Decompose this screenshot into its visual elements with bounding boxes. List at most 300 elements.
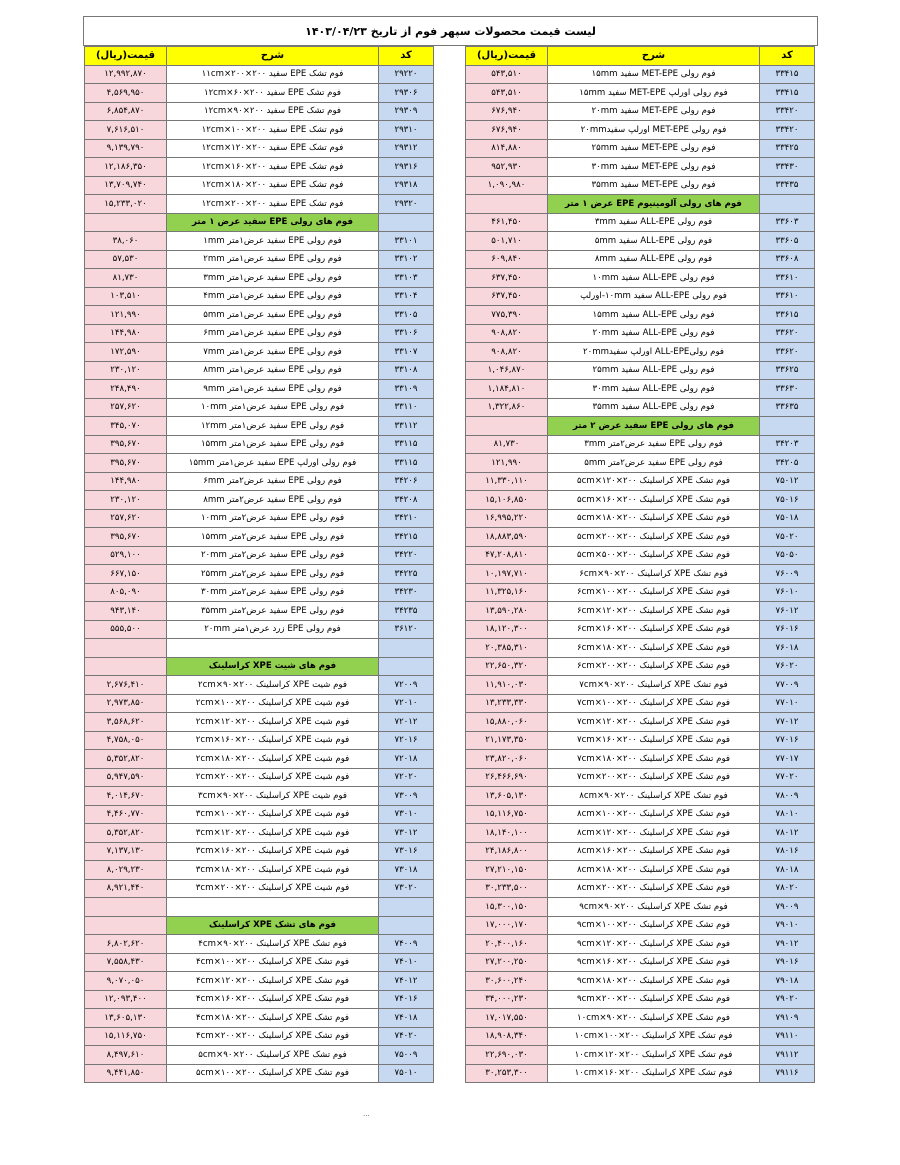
- product-row: [85, 731, 434, 750]
- section-title: فوم های رولی EPE سفید عرض ۲ متر: [548, 417, 760, 436]
- product-row: [466, 343, 815, 362]
- product-row: [466, 602, 815, 621]
- description-column-header: شرح: [167, 47, 379, 66]
- description-cell: فوم رولی ALL-EPE سفید ۱۰mm: [548, 269, 760, 288]
- section-header-row: [466, 195, 815, 214]
- code-cell: ۷۴۰۲۰: [379, 1027, 434, 1046]
- left-table-body: [85, 65, 434, 1083]
- product-row: [466, 1009, 815, 1028]
- product-row: [466, 176, 815, 195]
- description-cell: فوم رولی MET-EPE سفید ۱۵mm: [548, 65, 760, 84]
- description-cell: فوم تشک XPE کراسلینک ۲۰۰×۱۲۰×۸cm: [548, 824, 760, 843]
- code-cell: ۷۹۱۱۰: [760, 1027, 815, 1046]
- price-cell: ۵۰۱,۷۱۰: [466, 232, 548, 251]
- product-row: [466, 842, 815, 861]
- product-row: [85, 306, 434, 325]
- description-cell: فوم رولی ALL-EPE سفید ۵mm: [548, 232, 760, 251]
- price-cell: ۱۴۴,۹۸۰: [85, 324, 167, 343]
- description-cell: فوم تشک XPE کراسلینک ۲۰۰×۱۰۰×۷cm: [548, 694, 760, 713]
- price-list-sheet: [83, 16, 818, 1148]
- code-cell: ۷۸۰۱۸: [760, 861, 815, 880]
- code-cell: ۳۳۴۲۰: [760, 121, 815, 140]
- product-row: [466, 768, 815, 787]
- description-cell: فوم رولی ALL-EPE سفید ۲۰mm: [548, 324, 760, 343]
- description-cell: فوم رولی اورلپ EPE سفید عرض۱متر ۱۵mm: [167, 454, 379, 473]
- description-cell: فوم تشک XPE کراسلینک ۲۰۰×۱۸۰×۴cm: [167, 1009, 379, 1028]
- price-cell: ۱۷,۰۱۷,۵۵۰: [466, 1009, 548, 1028]
- product-row: [85, 509, 434, 528]
- description-cell: فوم تشک XPE کراسلینک ۲۰۰×۲۰۰×۸cm: [548, 879, 760, 898]
- description-cell: فوم رولی EPE سفید عرض۱متر ۹mm: [167, 380, 379, 399]
- empty-code-cell: [379, 213, 434, 232]
- product-row: [85, 472, 434, 491]
- product-row: [85, 602, 434, 621]
- product-row: [85, 65, 434, 84]
- code-cell: ۳۴۲۱۰: [379, 509, 434, 528]
- price-cell: ۳۰,۶۰۰,۲۴۰: [466, 972, 548, 991]
- code-cell: ۳۴۲۰۵: [760, 454, 815, 473]
- price-cell: ۲,۶۷۶,۴۱۰: [85, 676, 167, 695]
- section-header-row: [85, 657, 434, 676]
- product-row: [85, 879, 434, 898]
- product-row: [85, 1046, 434, 1065]
- description-cell: فوم تشک EPE سفید ۲۰۰×۲۰۰×۱۱cm: [167, 65, 379, 84]
- price-cell: ۱۰۳,۵۱۰: [85, 287, 167, 306]
- code-cell: ۷۸۰۲۰: [760, 879, 815, 898]
- product-row: [85, 139, 434, 158]
- product-row: [466, 158, 815, 177]
- description-cell: فوم تشک EPE سفید ۲۰۰×۹۰×۱۲cm: [167, 102, 379, 121]
- product-row: [466, 435, 815, 454]
- product-row: [466, 694, 815, 713]
- left-price-table: [84, 46, 434, 1083]
- product-row: [466, 824, 815, 843]
- code-cell: ۳۳۱۱۰: [379, 398, 434, 417]
- description-cell: فوم رولی EPE سفید عرض۱متر ۶mm: [167, 324, 379, 343]
- price-cell: ۱۲۱,۹۹۰: [466, 454, 548, 473]
- product-row: [466, 750, 815, 769]
- price-cell: ۵۲۹,۱۰۰: [85, 546, 167, 565]
- price-cell: ۱۳,۶۰۵,۱۳۰: [85, 1009, 167, 1028]
- price-cell: ۱۲,۰۹۳,۴۰۰: [85, 990, 167, 1009]
- price-cell: ۵,۹۴۷,۵۹۰: [85, 768, 167, 787]
- description-cell: فوم تشک XPE کراسلینک ۲۰۰×۱۶۰×۴cm: [167, 990, 379, 1009]
- section-title: فوم های تشک XPE کراسلینک: [167, 916, 379, 935]
- code-column-header: کد: [379, 47, 434, 66]
- description-cell: فوم رولی ALL-EPE سفید ۳۵mm: [548, 398, 760, 417]
- code-cell: ۷۴۰۱۶: [379, 990, 434, 1009]
- price-cell: ۱۸,۸۸۳,۵۹۰: [466, 528, 548, 547]
- description-cell: فوم رولی ALL-EPE سفید ۳mm: [548, 213, 760, 232]
- product-row: [85, 435, 434, 454]
- code-cell: ۷۳۰۱۸: [379, 861, 434, 880]
- product-row: [466, 398, 815, 417]
- empty-code-cell: [760, 417, 815, 436]
- description-cell: فوم رولی ALL-EPE سفید ۱۵mm: [548, 306, 760, 325]
- code-cell: ۷۶۰۰۹: [760, 565, 815, 584]
- description-cell: فوم تشک XPE کراسلینک ۲۰۰×۱۶۰×۶cm: [548, 620, 760, 639]
- description-cell: فوم تشک XPE کراسلینک ۲۰۰×۲۰۰×۶cm: [548, 657, 760, 676]
- description-cell: فوم تشک XPE کراسلینک ۲۰۰×۱۶۰×۸cm: [548, 842, 760, 861]
- description-cell: فوم تشک XPE کراسلینک ۲۰۰×۱۰۰×۱۰cm: [548, 1027, 760, 1046]
- code-cell: ۷۴۰۰۹: [379, 935, 434, 954]
- price-cell: ۱,۱۸۴,۸۱۰: [466, 380, 548, 399]
- description-cell: فوم رولی EPE سفید عرض۱متر ۳mm: [167, 269, 379, 288]
- price-cell: ۴,۰۱۴,۶۷۰: [85, 787, 167, 806]
- product-row: [85, 417, 434, 436]
- price-cell: ۲۰,۳۸۵,۳۱۰: [466, 639, 548, 658]
- section-header-row: [85, 916, 434, 935]
- code-cell: ۳۳۱۱۲: [379, 417, 434, 436]
- description-cell: فوم تشک XPE کراسلینک ۲۰۰×۱۰۰×۴cm: [167, 953, 379, 972]
- product-row: [85, 250, 434, 269]
- price-cell: ۳۰,۲۳۳,۵۰۰: [466, 879, 548, 898]
- price-cell: ۵,۳۵۲,۸۲۰: [85, 824, 167, 843]
- product-row: [466, 65, 815, 84]
- price-cell: ۴۷,۲۰۸,۸۱۰: [466, 546, 548, 565]
- product-row: [466, 361, 815, 380]
- price-cell: ۱۸,۱۲۰,۳۰۰: [466, 620, 548, 639]
- code-cell: ۲۹۳۲۰: [379, 195, 434, 214]
- product-row: [85, 805, 434, 824]
- code-cell: ۷۵۰۱۲: [760, 472, 815, 491]
- code-cell: ۳۳۶۰۳: [760, 213, 815, 232]
- code-cell: ۷۴۰۱۲: [379, 972, 434, 991]
- product-row: [466, 953, 815, 972]
- code-cell: ۳۴۲۲۰: [379, 546, 434, 565]
- page-footnote: ...: [363, 1110, 370, 1118]
- description-cell: فوم تشک XPE کراسلینک ۲۰۰×۲۰۰×۹cm: [548, 990, 760, 1009]
- code-cell: ۷۲۰۱۰: [379, 694, 434, 713]
- product-row: [85, 787, 434, 806]
- product-row: [85, 454, 434, 473]
- price-cell: ۱۰,۱۹۷,۷۱۰: [466, 565, 548, 584]
- price-cell: ۶۳۷,۴۵۰: [466, 287, 548, 306]
- description-cell: فوم تشک XPE کراسلینک ۲۰۰×۱۸۰×۹cm: [548, 972, 760, 991]
- price-cell: ۲۵۷,۶۲۰: [85, 509, 167, 528]
- product-row: [85, 546, 434, 565]
- empty-price-cell: [85, 213, 167, 232]
- price-cell: ۳۴۵,۰۷۰: [85, 417, 167, 436]
- price-cell: ۲۰,۴۰۰,۱۶۰: [466, 935, 548, 954]
- price-column-header: قیمت(ریال): [466, 47, 548, 66]
- code-cell: ۷۲۰۱۶: [379, 731, 434, 750]
- code-cell: ۷۳۰۱۶: [379, 842, 434, 861]
- code-cell: ۳۴۲۳۵: [379, 602, 434, 621]
- description-cell: فوم تشک EPE سفید ۲۰۰×۱۰۰×۱۲cm: [167, 121, 379, 140]
- description-cell: فوم تشک XPE کراسلینک ۲۰۰×۱۸۰×۵cm: [548, 509, 760, 528]
- code-cell: ۳۳۶۰۸: [760, 250, 815, 269]
- product-row: [85, 824, 434, 843]
- code-cell: ۷۲۰۱۸: [379, 750, 434, 769]
- description-cell: فوم تشک XPE کراسلینک ۲۰۰×۱۶۰×۹cm: [548, 953, 760, 972]
- page-title: لیست قیمت محصولات سپهر فوم از تاریخ ۱۴۰۳/۰۴/۲۳: [83, 16, 818, 46]
- section-header-row: [466, 417, 815, 436]
- description-cell: فوم تشک XPE کراسلینک ۲۰۰×۱۰۰×۹cm: [548, 916, 760, 935]
- code-cell: ۷۷۰۰۹: [760, 676, 815, 695]
- product-row: [466, 972, 815, 991]
- price-cell: ۱۷,۰۰۰,۱۷۰: [466, 916, 548, 935]
- code-cell: ۳۳۴۱۵: [760, 84, 815, 103]
- product-row: [466, 731, 815, 750]
- product-row: [466, 102, 815, 121]
- code-cell: ۳۳۱۱۵: [379, 454, 434, 473]
- empty-cell: [167, 639, 379, 658]
- price-cell: ۲۱,۱۷۳,۳۵۰: [466, 731, 548, 750]
- price-cell: ۸,۴۹۷,۶۱۰: [85, 1046, 167, 1065]
- code-cell: ۳۳۱۰۹: [379, 380, 434, 399]
- code-cell: ۲۹۳۱۶: [379, 158, 434, 177]
- empty-row: [85, 639, 434, 658]
- price-cell: ۳۰,۲۵۳,۳۰۰: [466, 1064, 548, 1083]
- description-cell: فوم تشک XPE کراسلینک ۲۰۰×۱۶۰×۱۰cm: [548, 1064, 760, 1083]
- description-cell: فوم تشک XPE کراسلینک ۲۰۰×۹۰×۱۰cm: [548, 1009, 760, 1028]
- price-cell: ۱۷۲,۵۹۰: [85, 343, 167, 362]
- description-cell: فوم تشک EPE سفید ۲۰۰×۱۸۰×۱۲cm: [167, 176, 379, 195]
- description-cell: فوم رولی EPE سفید عرض۱متر ۴mm: [167, 287, 379, 306]
- left-table-header-row: [85, 47, 434, 66]
- price-cell: ۳۸,۰۶۰: [85, 232, 167, 251]
- description-cell: فوم رولی EPE سفید عرض۱متر ۱۵mm: [167, 435, 379, 454]
- product-row: [466, 380, 815, 399]
- code-cell: ۷۴۰۱۸: [379, 1009, 434, 1028]
- code-cell: ۷۹۱۰۹: [760, 1009, 815, 1028]
- description-cell: فوم تشک XPE کراسلینک ۲۰۰×۱۲۰×۱۰cm: [548, 1046, 760, 1065]
- product-row: [466, 250, 815, 269]
- product-row: [466, 454, 815, 473]
- price-cell: ۵۴۳,۵۱۰: [466, 65, 548, 84]
- price-cell: ۹۰۸,۸۲۰: [466, 324, 548, 343]
- product-row: [466, 287, 815, 306]
- code-cell: ۳۴۲۰۳: [760, 435, 815, 454]
- product-row: [85, 620, 434, 639]
- price-cell: ۶۰۹,۸۴۰: [466, 250, 548, 269]
- code-cell: ۳۳۶۲۰: [760, 324, 815, 343]
- product-row: [466, 787, 815, 806]
- empty-code-cell: [379, 916, 434, 935]
- code-cell: ۷۶۰۱۸: [760, 639, 815, 658]
- code-cell: ۷۸۰۱۲: [760, 824, 815, 843]
- code-cell: ۷۳۰۱۰: [379, 805, 434, 824]
- product-row: [85, 972, 434, 991]
- description-cell: فوم رولی EPE سفید عرض۲متر ۶mm: [167, 472, 379, 491]
- description-cell: فوم تشک EPE سفید ۲۰۰×۱۲۰×۱۲cm: [167, 139, 379, 158]
- product-row: [466, 657, 815, 676]
- description-cell: فوم تشک XPE کراسلینک ۲۰۰×۲۰۰×۵cm: [548, 528, 760, 547]
- description-cell: فوم رولیALL-EPE اورلپ سفید۲۰mm: [548, 343, 760, 362]
- code-cell: ۷۲۰۲۰: [379, 768, 434, 787]
- description-cell: فوم شیت XPE کراسلینک ۲۰۰×۱۰۰×۳cm: [167, 805, 379, 824]
- price-cell: ۹۵۲,۹۳۰: [466, 158, 548, 177]
- description-cell: فوم شیت XPE کراسلینک ۲۰۰×۹۰×۲cm: [167, 676, 379, 695]
- empty-cell: [167, 898, 379, 917]
- code-cell: ۲۹۳۱۸: [379, 176, 434, 195]
- description-cell: فوم تشک XPE کراسلینک ۲۰۰×۹۰×۵cm: [167, 1046, 379, 1065]
- product-row: [466, 121, 815, 140]
- product-row: [466, 565, 815, 584]
- price-cell: ۹,۰۷۰,۰۵۰: [85, 972, 167, 991]
- price-cell: ۳۹۵,۶۷۰: [85, 435, 167, 454]
- product-row: [466, 139, 815, 158]
- description-cell: فوم رولی ALL-EPE سفید ۸mm: [548, 250, 760, 269]
- price-cell: ۱۲,۱۸۶,۳۵۰: [85, 158, 167, 177]
- code-cell: ۷۷۰۱۲: [760, 713, 815, 732]
- product-row: [85, 861, 434, 880]
- price-column-header: قیمت(ریال): [85, 47, 167, 66]
- description-cell: فوم تشک XPE کراسلینک ۲۰۰×۱۸۰×۸cm: [548, 861, 760, 880]
- price-cell: ۴,۵۶۹,۹۵۰: [85, 84, 167, 103]
- product-row: [466, 1046, 815, 1065]
- price-cell: ۸۱,۷۳۰: [85, 269, 167, 288]
- empty-code-cell: [379, 657, 434, 676]
- price-cell: ۶۷۶,۹۴۰: [466, 102, 548, 121]
- code-cell: ۲۹۳۰۹: [379, 102, 434, 121]
- description-cell: فوم تشک XPE کراسلینک ۲۰۰×۹۰×۹cm: [548, 898, 760, 917]
- section-title: فوم های رولی EPE سفید عرض ۱ متر: [167, 213, 379, 232]
- code-cell: ۲۹۲۲۰: [379, 65, 434, 84]
- code-cell: ۷۶۰۲۰: [760, 657, 815, 676]
- product-row: [85, 768, 434, 787]
- code-cell: ۷۵۰۲۰: [760, 528, 815, 547]
- product-row: [85, 676, 434, 695]
- price-cell: ۲۳۰,۱۲۰: [85, 361, 167, 380]
- price-cell: ۱۵,۱۱۶,۷۵۰: [85, 1027, 167, 1046]
- code-cell: ۷۷۰۲۰: [760, 768, 815, 787]
- product-row: [85, 269, 434, 288]
- price-cell: ۶۷۶,۹۴۰: [466, 121, 548, 140]
- product-row: [85, 380, 434, 399]
- product-row: [85, 102, 434, 121]
- product-row: [85, 324, 434, 343]
- price-cell: ۶,۸۰۲,۶۲۰: [85, 935, 167, 954]
- description-cell: فوم رولی EPE سفید عرض۲متر ۳mm: [548, 435, 760, 454]
- price-cell: ۵۷,۵۳۰: [85, 250, 167, 269]
- section-title: فوم های شیت XPE کراسلینک: [167, 657, 379, 676]
- product-row: [466, 213, 815, 232]
- code-cell: ۷۹۰۱۲: [760, 935, 815, 954]
- price-cell: ۱۸,۹۰۸,۳۴۰: [466, 1027, 548, 1046]
- right-price-table: [465, 46, 815, 1083]
- code-cell: ۳۳۱۰۱: [379, 232, 434, 251]
- price-cell: ۷۷۵,۳۹۰: [466, 306, 548, 325]
- code-cell: ۷۸۰۱۶: [760, 842, 815, 861]
- product-row: [466, 1064, 815, 1083]
- product-row: [85, 195, 434, 214]
- code-cell: ۷۶۰۱۰: [760, 583, 815, 602]
- description-cell: فوم رولی ALL-EPE سفید ۳۰mm: [548, 380, 760, 399]
- price-cell: ۱۵,۸۸۰,۰۶۰: [466, 713, 548, 732]
- price-cell: ۵۵۵,۵۰۰: [85, 620, 167, 639]
- price-cell: ۱۳,۶۰۵,۱۳۰: [466, 787, 548, 806]
- price-cell: ۲۳۰,۱۲۰: [85, 491, 167, 510]
- price-cell: ۱۳,۷۰۹,۷۴۰: [85, 176, 167, 195]
- description-cell: فوم تشک XPE کراسلینک ۲۰۰×۱۸۰×۶cm: [548, 639, 760, 658]
- product-row: [466, 713, 815, 732]
- code-cell: ۳۳۶۲۰: [760, 343, 815, 362]
- description-cell: فوم تشک EPE سفید ۲۰۰×۶۰×۱۲cm: [167, 84, 379, 103]
- price-cell: ۲۵۷,۶۲۰: [85, 398, 167, 417]
- price-cell: ۱,۰۹۰,۹۸۰: [466, 176, 548, 195]
- price-cell: ۱,۳۲۲,۸۶۰: [466, 398, 548, 417]
- price-cell: ۱۵,۲۳۳,۰۲۰: [85, 195, 167, 214]
- product-row: [85, 565, 434, 584]
- price-cell: ۸,۹۲۱,۴۴۰: [85, 879, 167, 898]
- code-cell: ۳۳۴۳۰: [760, 158, 815, 177]
- code-cell: ۷۵۰۱۸: [760, 509, 815, 528]
- product-row: [466, 990, 815, 1009]
- price-cell: ۱۳,۲۳۳,۳۳۰: [466, 694, 548, 713]
- right-table-body: [466, 65, 815, 1083]
- price-cell: ۹,۱۳۹,۷۹۰: [85, 139, 167, 158]
- description-cell: فوم تشک XPE کراسلینک ۲۰۰×۱۶۰×۷cm: [548, 731, 760, 750]
- code-cell: ۷۶۰۱۶: [760, 620, 815, 639]
- code-cell: ۷۶۰۱۲: [760, 602, 815, 621]
- description-cell: فوم رولی EPE سفید عرض۲متر ۸mm: [167, 491, 379, 510]
- product-row: [466, 935, 815, 954]
- description-cell: فوم شیت XPE کراسلینک ۲۰۰×۲۰۰×۳cm: [167, 879, 379, 898]
- product-row: [85, 121, 434, 140]
- price-cell: ۲۲,۶۵۰,۳۲۰: [466, 657, 548, 676]
- product-row: [466, 916, 815, 935]
- product-row: [85, 1064, 434, 1083]
- description-cell: فوم تشک XPE کراسلینک ۲۰۰×۱۸۰×۷cm: [548, 750, 760, 769]
- empty-row: [85, 898, 434, 917]
- code-cell: ۳۳۱۰۶: [379, 324, 434, 343]
- price-cell: ۴۶۱,۴۵۰: [466, 213, 548, 232]
- product-row: [85, 713, 434, 732]
- description-cell: فوم تشک XPE کراسلینک ۲۰۰×۹۰×۷cm: [548, 676, 760, 695]
- description-cell: فوم تشک XPE کراسلینک ۲۰۰×۱۲۰×۴cm: [167, 972, 379, 991]
- description-cell: فوم رولی EPE سفید عرض۱متر ۱mm: [167, 232, 379, 251]
- product-row: [466, 898, 815, 917]
- description-cell: فوم رولی MET-EPE سفید ۳۵mm: [548, 176, 760, 195]
- code-cell: ۳۳۶۲۵: [760, 361, 815, 380]
- price-cell: ۲۲,۶۹۰,۰۳۰: [466, 1046, 548, 1065]
- code-cell: ۷۳۰۰۹: [379, 787, 434, 806]
- code-cell: ۷۷۰۱۷: [760, 750, 815, 769]
- product-row: [85, 1027, 434, 1046]
- product-row: [466, 472, 815, 491]
- code-cell: ۳۴۲۱۵: [379, 528, 434, 547]
- price-cell: ۴,۴۶۰,۷۷۰: [85, 805, 167, 824]
- price-cell: ۷,۵۵۸,۴۳۰: [85, 953, 167, 972]
- empty-price-cell: [466, 195, 548, 214]
- price-cell: ۳,۵۶۸,۶۲۰: [85, 713, 167, 732]
- code-cell: ۳۳۶۱۰: [760, 269, 815, 288]
- section-header-row: [85, 213, 434, 232]
- price-cell: ۹۴۳,۱۴۰: [85, 602, 167, 621]
- empty-price-cell: [85, 916, 167, 935]
- empty-cell: [379, 898, 434, 917]
- code-cell: ۳۳۶۰۵: [760, 232, 815, 251]
- product-row: [85, 158, 434, 177]
- product-row: [85, 287, 434, 306]
- description-cell: فوم رولی EPE سفید عرض۲متر ۳۰mm: [167, 583, 379, 602]
- price-cell: ۴,۷۵۸,۰۵۰: [85, 731, 167, 750]
- description-cell: فوم تشک XPE کراسلینک ۲۰۰×۱۲۰×۵cm: [548, 472, 760, 491]
- price-cell: ۱۴۴,۹۸۰: [85, 472, 167, 491]
- product-row: [466, 84, 815, 103]
- description-cell: فوم رولی EPE سفید عرض۲متر ۱۵mm: [167, 528, 379, 547]
- description-cell: فوم رولی EPE سفید عرض۱متر ۱۲mm: [167, 417, 379, 436]
- code-cell: ۳۴۲۰۶: [379, 472, 434, 491]
- price-cell: ۱۵,۱۱۶,۷۵۰: [466, 805, 548, 824]
- code-cell: ۷۵۰۵۰: [760, 546, 815, 565]
- code-cell: ۳۳۶۳۰: [760, 380, 815, 399]
- price-cell: ۲۴,۱۸۶,۸۰۰: [466, 842, 548, 861]
- code-cell: ۷۹۰۲۰: [760, 990, 815, 1009]
- description-cell: فوم شیت XPE کراسلینک ۲۰۰×۱۲۰×۳cm: [167, 824, 379, 843]
